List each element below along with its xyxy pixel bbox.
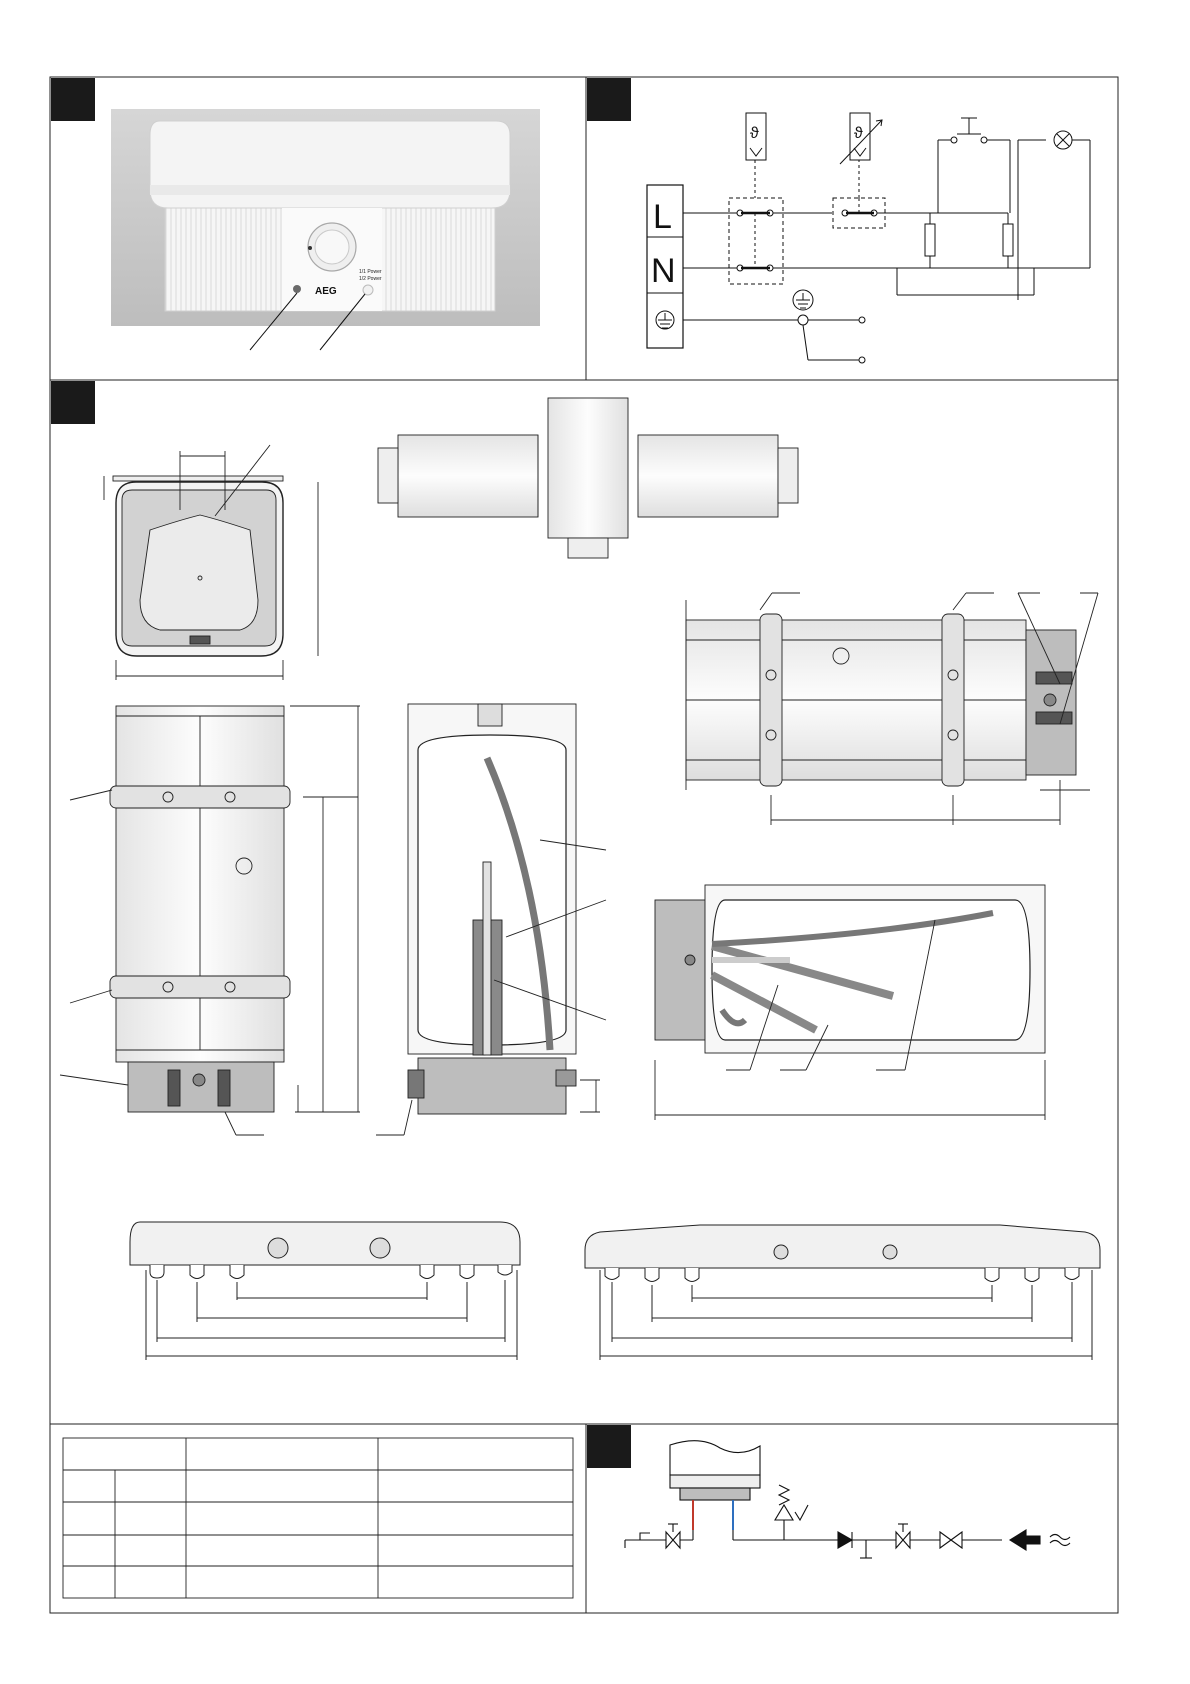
water-supply-icon (1050, 1535, 1070, 1546)
wiring-diagram (647, 113, 1090, 363)
limiter-symbol: ϑ (750, 125, 759, 142)
wall-bracket-top (110, 786, 290, 808)
power-switch[interactable] (363, 285, 373, 295)
heating-element-2 (1003, 224, 1013, 256)
section-view-vertical (376, 704, 606, 1135)
terminal-l: L (653, 198, 672, 236)
product-photo (111, 109, 540, 350)
drain-icon (860, 1540, 872, 1558)
thermostat-symbol: ϑ (854, 125, 863, 142)
section-view-horizontal (655, 885, 1045, 1120)
check-valve-icon (838, 1532, 852, 1548)
section-marker-2 (587, 78, 631, 121)
top-view (104, 445, 318, 680)
heating-element-1 (925, 224, 935, 256)
stop-valve-icon-2 (896, 1524, 910, 1548)
bracket-detail-vertical (130, 1222, 520, 1360)
double-pole-switch (729, 198, 783, 284)
power-label-half: 1/2 Power (359, 276, 382, 282)
indicator-lamp (293, 285, 301, 293)
pressure-reducer-icon (940, 1532, 962, 1548)
inlet-arrow-icon (1010, 1530, 1040, 1550)
section-marker-3 (51, 381, 95, 424)
stop-valve-icon (666, 1524, 680, 1548)
bracket-detail-horizontal (585, 1225, 1100, 1360)
section-marker-4 (587, 1425, 631, 1468)
brand-logo: AEG (315, 286, 337, 297)
terminal-n: N (651, 252, 676, 290)
horizontal-bracket-right (942, 614, 964, 786)
section-marker-1 (51, 78, 95, 121)
front-view-horizontal (686, 593, 1098, 825)
installation-diagram (625, 1441, 1070, 1558)
power-label-full: 1/1 Power (359, 269, 382, 275)
tap-icon (625, 1533, 650, 1548)
front-view-vertical (60, 706, 360, 1135)
orientation-views (378, 398, 798, 558)
horizontal-bracket-left (760, 614, 782, 786)
wall-bracket-bottom (110, 976, 290, 998)
technical-data-table (63, 1438, 573, 1598)
safety-valve-icon (775, 1485, 808, 1540)
